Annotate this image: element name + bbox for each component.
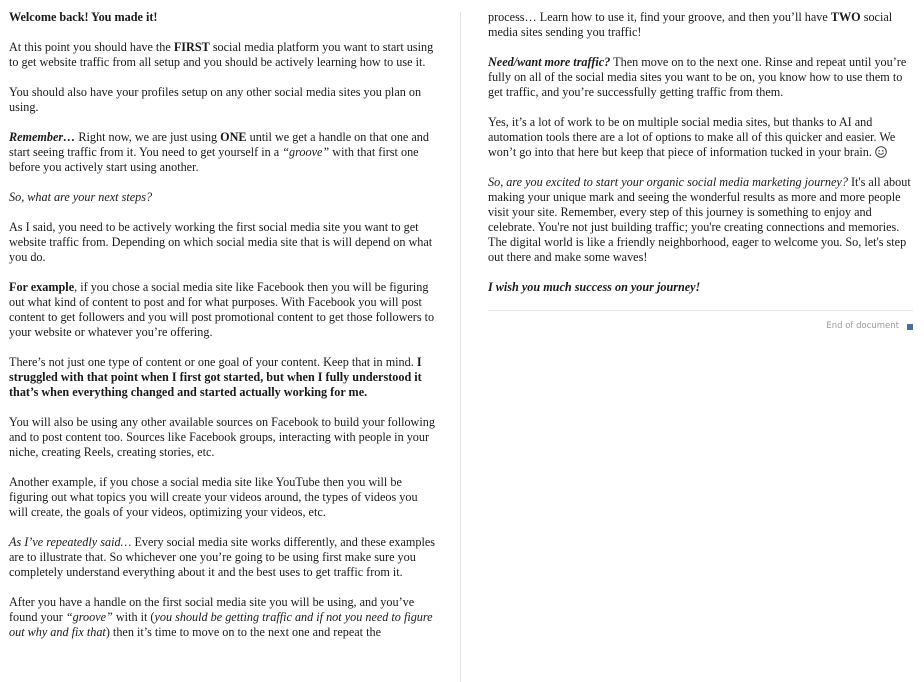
paragraph-as-i-said: As I said, you need to be actively working the first social media site you want to get website traffic from. Depending on which social media site that is will depend on what you do. (9, 220, 433, 264)
paragraph-for-example: For example, if you chose a social media site like Facebook then you will be figuring out what kind of content to post and for what purposes. With Facebook you will post content to get followers and you will post promotional content to get those followers to your website or whatever you’re offering. (9, 280, 435, 339)
paragraph-more-traffic: Need/want more traffic? Then move on to the next one. Rinse and repeat until you’re fully on all of the social media sites you want to be on, you know how to use them to get traffic, and you’re successfully getting traffic from them. (488, 55, 907, 99)
column-divider (460, 12, 461, 682)
paragraph-closing-wish: I wish you much success on your journey! (488, 280, 701, 294)
paragraph-facebook-sources: You will also be using any other available sources on Facebook to build your following and to post content too. Sources like Facebook groups, interacting with people in your niche, creating Reels, creating stories, etc. (9, 415, 435, 459)
right-column (488, 10, 913, 334)
paragraph-process: process… Learn how to use it, find your groove, and then you’ll have TWO social media sites sending you traffic! (488, 10, 893, 39)
paragraph-excited: So, are you excited to start your organic social media marketing journey? It's all about making your unique mark and seeing the wonderful results as more and more people visit your site. Remember, every step of this journey is something to enjoy and celebrate. You're not just building traffic; you're creating connections and memories. The digital world is like a friendly neighborhood, eager to welcome you. So, let's step out there and make some waves! (488, 175, 911, 264)
end-of-document-marker (488, 319, 913, 334)
paragraph-first-platform: At this point you should have the FIRST social media platform you want to start using to get website traffic from all setup and you should be actively learning how to use it. (9, 40, 434, 69)
paragraph-content-types: There’s not just one type of content or one goal of your content. Keep that in mind. I struggled with that point when I first got started, but when I fully understood it that’s when everything changed and started actually working for me. (9, 355, 422, 399)
end-marker-square-icon (907, 324, 913, 330)
paragraph-profiles: You should also have your profiles setup on any other social media sites you plan on using. (9, 85, 422, 114)
end-of-document-rule (488, 310, 913, 311)
paragraph-youtube-example: Another example, if you chose a social media site like YouTube then you will be figuring out what topics you will create your videos around, the types of videos you will create, the goals of your videos, optimizing your videos, etc. (9, 475, 418, 519)
left-column (9, 10, 437, 655)
paragraph-after-handle: After you have a handle on the first social media site you will be using, and you’ve found your “groove” with it (you should be getting traffic and if not you need to figure out why and fix that) then it’s time to move on to the next one and repeat the (9, 595, 433, 639)
welcome-heading: Welcome back! You made it! (9, 10, 158, 24)
paragraph-repeatedly-said: As I’ve repeatedly said… Every social media site works differently, and these examples are to illustrate that. So whichever one you’re going to be using first make sure you completely understand everything about it and the best uses to get traffic from it. (9, 535, 435, 579)
paragraph-remember: Remember… Right now, we are just using ONE until we get a handle on that one and start seeing traffic from it. You need to get yourself in a “groove” with that first one before you actively start using another. (9, 130, 429, 174)
end-of-document-label: End of document (826, 321, 899, 331)
smiley-face-icon (875, 146, 887, 158)
paragraph-next-steps: So, what are your next steps? (9, 190, 153, 204)
paragraph-lot-of-work: Yes, it’s a lot of work to be on multiple social media sites, but thanks to AI and automation tools there are a lot of options to make all of this quicker and easier. We won’t go into that here but keep that piece of information tucked in your brain. (488, 115, 896, 159)
